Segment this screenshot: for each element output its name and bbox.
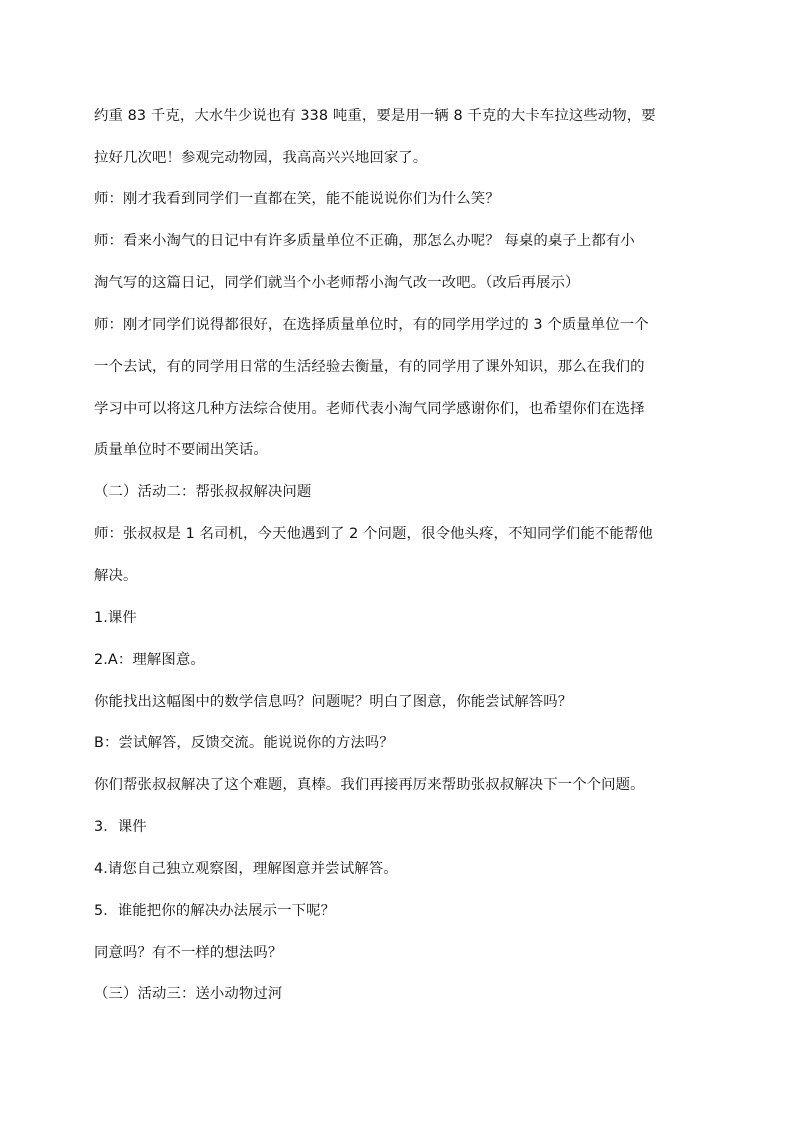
text-line: 你们帮张叔叔解决了这个难题，真棒。我们再接再厉来帮助张叔叔解决下一个个问题。 [94, 777, 645, 793]
text-line: 学习中可以将这几种方法综合使用。老师代表小淘气同学感谢你们，也希望你们在选择 [94, 401, 645, 417]
list-item: 4.请您自己独立观察图，理解图意并尝试解答。 [94, 861, 398, 877]
section-heading: （三）活动三：送小动物过河 [94, 986, 283, 1002]
text-line: B：尝试解答，反馈交流。能说说你的方法吗？ [94, 735, 394, 751]
text-line: 约重 83 千克，大水牛少说也有 338 吨重，要是用一辆 8 千克的大卡车拉这些动物，要 [94, 108, 656, 124]
list-item: 2.A：理解图意。 [94, 652, 205, 668]
list-item: 1.课件 [94, 610, 137, 626]
text-line: 师：刚才同学们说得都很好，在选择质量单位时，有的同学用学过的 3 个质量单位一个 [94, 317, 649, 333]
text-line: 同意吗？有不一样的想法吗？ [94, 945, 283, 961]
section-heading: （二）活动二：帮张叔叔解决问题 [94, 484, 312, 500]
text-line: 师：刚才我看到同学们一直都在笑，能不能说说你们为什么笑？ [94, 191, 500, 207]
text-line: 师：看来小淘气的日记中有许多质量单位不正确，那怎么办呢？ 每桌的桌子上都有小 [94, 233, 635, 249]
text-line: 一个去试，有的同学用日常的生活经验去衡量，有的同学用了课外知识，那么在我们的 [94, 359, 645, 375]
text-line: 解决。 [94, 568, 138, 584]
text-line: 淘气写的这篇日记，同学们就当个小老师帮小淘气改一改吧。（改后再展示） [94, 275, 580, 291]
text-line: 拉好几次吧！参观完动物园，我高高兴兴地回家了。 [94, 150, 428, 166]
list-item: 3．课件 [94, 819, 147, 835]
text-line: 质量单位时不要闹出笑话。 [94, 442, 268, 458]
text-line: 你能找出这幅图中的数学信息吗？问题呢？明白了图意，你能尝试解答吗？ [94, 694, 573, 710]
text-line: 师：张叔叔是 1 名司机，今天他遇到了 2 个问题，很令他头疼，不知同学们能不能帮他 [94, 526, 653, 542]
document-page [94, 0, 706, 1123]
list-item: 5．谁能把你的解决办法展示一下呢？ [94, 903, 336, 919]
